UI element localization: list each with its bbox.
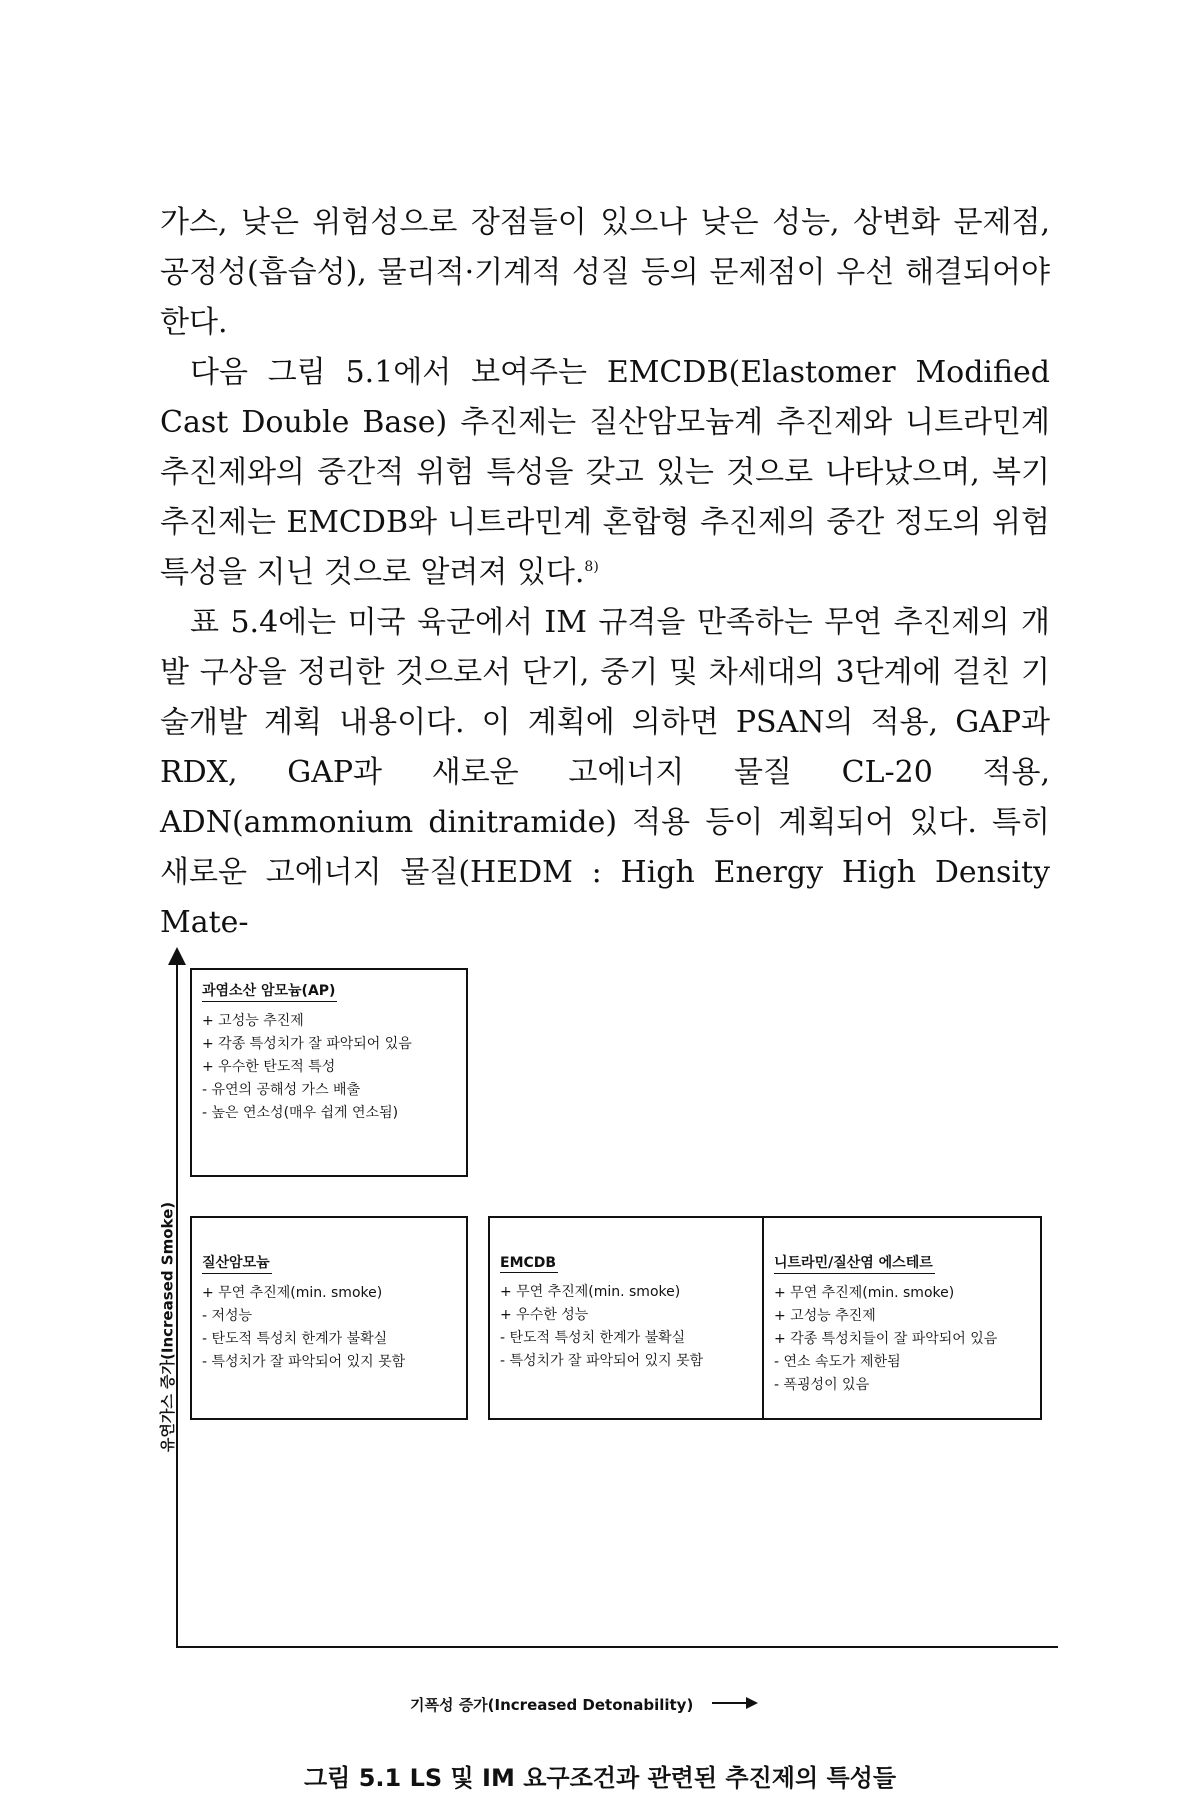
y-axis-label: 유연가스 증가(Increased Smoke) [158, 1201, 177, 1453]
box-item: - 탄도적 특성치 한계가 불확실 [500, 1330, 686, 1346]
body-paragraph-3: 표 5.4에는 미국 육군에서 IM 규격을 만족하는 무연 추진제의 개발 구상을 정리한 것으로서 단기, 중기 및 차세대의 3단계에 걸친 기술개발 계획 내용이다. 이 계획에 의하면 PSAN의 적용, GAP과 RDX, GAP과 새로운 고에너지 물질 CL-20 적용, ADN(ammonium dinitramide) 적용 등이 계획되어 있다. 특히 새로운 고에너지 물질(HEDM : High Energy High Density Mate- [160, 605, 1050, 940]
box-item: - 높은 연소성(매우 쉽게 연소됨) [202, 1105, 399, 1121]
box-item: + 우수한 성능 [500, 1307, 589, 1323]
box-item: - 특성치가 잘 파악되어 있지 못함 [500, 1353, 704, 1369]
x-axis-arrow [712, 1696, 760, 1710]
box-title: 질산암모늄 [202, 1252, 272, 1274]
box-ammonium-perchlorate [190, 968, 468, 1177]
box-title: 니트라민/질산염 에스테르 [774, 1252, 935, 1274]
box-item: - 유연의 공해성 가스 배출 [202, 1082, 361, 1098]
box-ammonium-nitrate [190, 1216, 468, 1420]
box-title: 과염소산 암모늄(AP) [202, 980, 337, 1002]
box-item: - 탄도적 특성치 한계가 불확실 [202, 1331, 388, 1347]
box-item: - 특성치가 잘 파악되어 있지 못함 [202, 1354, 406, 1370]
box-item: + 각종 특성치들이 잘 파악되어 있음 [774, 1331, 998, 1347]
box-item: + 무연 추진제(min. smoke) [774, 1285, 955, 1301]
body-paragraph-2-text: 다음 그림 5.1에서 보여주는 EMCDB(Elastomer Modified Cast Double Base) 추진제는 질산암모늄계 추진제와 니트라민계 추진제와의 중간적 위험 특성을 갖고 있는 것으로 나타났으며, 복기 추진제는 EMCDB와 니트라민계 혼합형 추진제의 중간 정도의 위험 특성을 지닌 것으로 알려져 있다. [160, 355, 1050, 590]
x-axis-label: 기폭성 증가(Increased Detonability) [410, 1696, 694, 1714]
box-item: - 폭굉성이 있음 [774, 1377, 870, 1393]
box-item: - 저성능 [202, 1308, 253, 1324]
box-item: + 고성능 추진제 [202, 1013, 304, 1029]
box-item: - 연소 속도가 제한됨 [774, 1354, 901, 1370]
body-paragraph-2 [160, 348, 1050, 598]
figure-caption: 그림 5.1 LS 및 IM 요구조건과 관련된 추진제의 특성들 [303, 1764, 897, 1792]
box-title: EMCDB [500, 1255, 557, 1271]
x-axis-line [176, 1646, 1058, 1648]
box-emcdb [488, 1216, 766, 1420]
box-item: + 각종 특성치가 잘 파악되어 있음 [202, 1036, 412, 1052]
footnote-ref: 8) [584, 559, 599, 575]
body-paragraph-1: 가스, 낮은 위험성으로 장점들이 있으나 낮은 성능, 상변화 문제점, 공정성(흡습성), 물리적·기계적 성질 등의 문제점이 우선 해결되어야 한다. [160, 205, 1050, 340]
box-nitramine-nitrate-ester [762, 1216, 1042, 1420]
box-item: + 고성능 추진제 [774, 1308, 876, 1324]
box-item: + 무연 추진제(min. smoke) [500, 1284, 681, 1300]
box-item: + 무연 추진제(min. smoke) [202, 1285, 383, 1301]
box-item: + 우수한 탄도적 특성 [202, 1059, 336, 1075]
